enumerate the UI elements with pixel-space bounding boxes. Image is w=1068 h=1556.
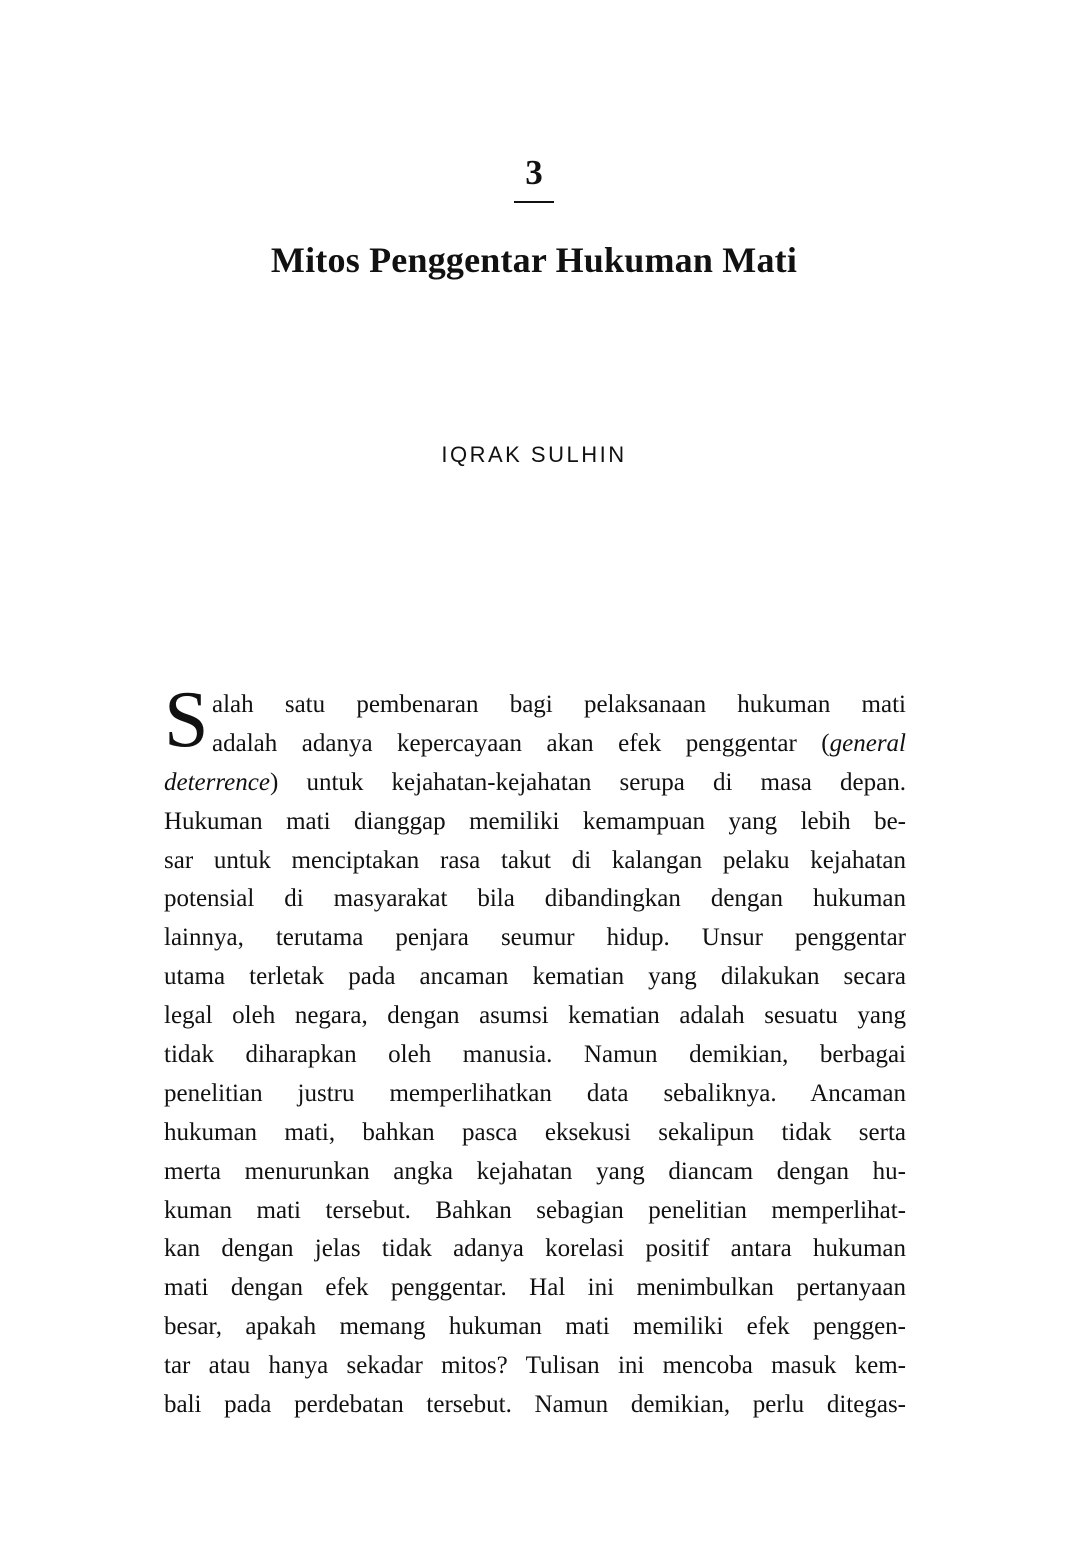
text-line [164,1075,906,1114]
text-line [164,1192,906,1231]
text-line [164,1308,906,1347]
text-segment: sar untuk menciptakan rasa takut di kalangan pelaku kejahatan [164,846,906,874]
text-line [164,919,906,958]
text-line [164,1153,906,1192]
author-name: IQRAK SULHIN [441,442,627,467]
text-segment: legal oleh negara, dengan asumsi kematian adalah sesuatu yang [164,1002,906,1030]
text-line [164,1230,906,1269]
text-line [164,803,906,842]
text-line [164,1036,906,1075]
drop-cap: S [164,676,209,764]
body-lines [164,686,906,1425]
text-segment: bali pada perdebatan tersebut. Namun demikian, perlu ditegas- [164,1391,906,1419]
text-segment: tar atau hanya sekadar mitos? Tulisan ini mencoba masuk kem- [164,1352,906,1380]
text-segment: potensial di masyarakat bila dibandingkan dengan hukuman [164,885,906,913]
text-segment: hukuman mati, bahkan pasca eksekusi sekalipun tidak serta [164,1118,906,1146]
italic-term: general [829,729,906,757]
text-segment: kan dengan jelas tidak adanya korelasi positif antara hukuman [164,1235,906,1263]
text-segment: mati dengan efek penggentar. Hal ini menimbulkan pertanyaan [164,1274,906,1302]
text-segment: tidak diharapkan oleh manusia. Namun demikian, berbagai [164,1041,906,1069]
text-segment: besar, apakah memang hukuman mati memiliki efek penggen- [164,1313,906,1341]
text-segment: merta menurunkan angka kejahatan yang diancam dengan hu- [164,1157,906,1185]
text-line [164,764,906,803]
text-segment: adalah adanya kepercayaan akan efek penggentar ( [212,729,830,757]
text-segment: utama terletak pada ancaman kematian yang dilakukan secara [164,963,906,991]
text-line [164,997,906,1036]
chapter-title: Mitos Penggentar Hukuman Mati [270,240,798,280]
text-line [164,1386,906,1425]
text-segment: penelitian justru memperlihatkan data sebaliknya. Ancaman [164,1079,906,1107]
text-segment: kuman mati tersebut. Bahkan sebagian penelitian memperlihat- [164,1196,906,1224]
text-line [164,686,906,725]
text-segment: alah satu pembenaran bagi pelaksanaan hukuman mati [212,691,906,718]
text-line [164,1347,906,1386]
text-segment: Hukuman mati dianggap memiliki kemampuan yang lebih be- [164,807,906,835]
italic-term: deterrence [164,768,270,796]
text-line [164,1269,906,1308]
text-line [164,842,906,881]
body-paragraph [164,676,906,1425]
text-segment: ) untuk kejahatan-kejahatan serupa di masa depan. [269,768,906,796]
chapter-number-rule [514,201,554,203]
text-line [164,1114,906,1153]
text-segment: lainnya, terutama penjara seumur hidup. Unsur penggentar [164,924,906,952]
text-line [164,958,906,997]
chapter-number: 3 [525,153,543,192]
text-line [164,725,906,764]
text-line [164,880,906,919]
